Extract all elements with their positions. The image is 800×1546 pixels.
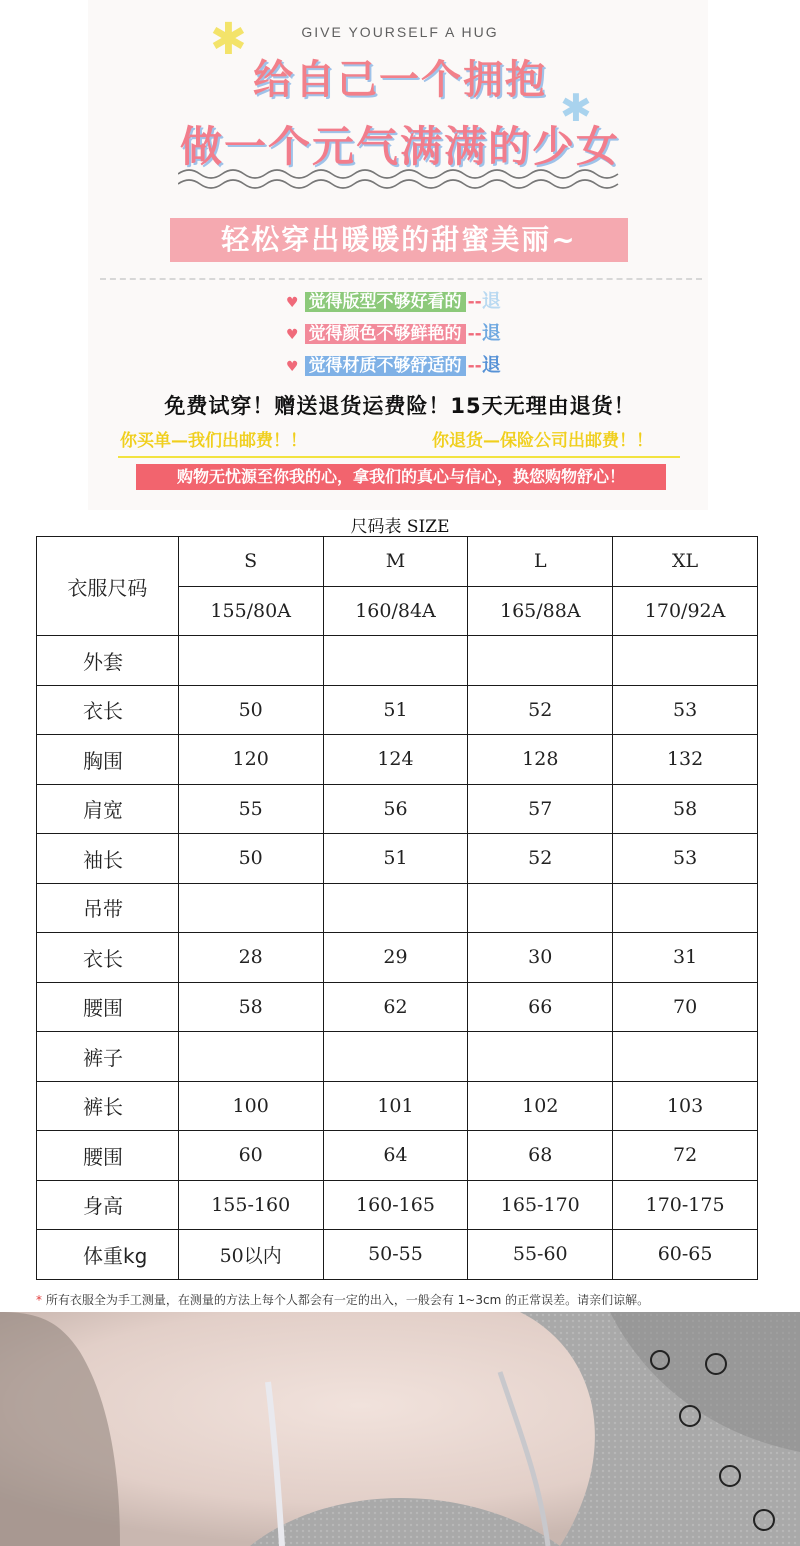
size-label: XL [613,537,758,587]
table-cell: 51 [323,834,468,884]
table-cell [613,1032,758,1082]
table-cell: 50以内 [178,1230,323,1280]
table-cell: 56 [323,784,468,834]
table-cell: 70 [613,982,758,1032]
table-cell [323,883,468,933]
table-cell: 50 [178,685,323,735]
table-cell: 64 [323,1131,468,1181]
product-photo [0,1312,800,1546]
table-cell [323,1032,468,1082]
subheadline-pill: 轻松穿出暖暖的甜蜜美丽~ [170,218,628,262]
table-cell: 52 [468,685,613,735]
blue-star-icon: ✱ [560,86,592,130]
table-cell: 60 [178,1131,323,1181]
table-row [37,1032,758,1082]
row-label: 胸围 [37,735,179,785]
table-cell: 66 [468,982,613,1032]
row-label: 裤长 [37,1081,179,1131]
row-label: 外套 [37,636,179,686]
note-text: 所有衣服全为手工测量，在测量的方法上每个人都会有一定的出入，一般会有 1~3cm 的正常误差。请亲们谅解。 [45,1293,650,1307]
table-cell: 58 [613,784,758,834]
photo-illustration [0,1312,800,1546]
row-label: 身高 [37,1180,179,1230]
table-row [37,685,758,735]
shipping-note-return: 你退货—保险公司出邮费！！ [432,431,653,451]
row-label: 衣长 [37,933,179,983]
table-cell: 170-175 [613,1180,758,1230]
reason-text: 觉得版型不够好看的 [305,292,466,312]
table-cell: 102 [468,1081,613,1131]
table-cell: 132 [613,735,758,785]
row-label: 体重kg [37,1230,179,1280]
yellow-star-icon: ✱ [210,14,247,65]
table-cell: 50-55 [323,1230,468,1280]
row-label: 腰围 [37,1131,179,1181]
table-cell: 62 [323,982,468,1032]
table-cell: 53 [613,834,758,884]
return-reason-color: ♥ 觉得颜色不够鲜艳的 --退 [286,322,501,344]
free-trial-promise: 免费试穿！赠送退货运费险！15天无理由退货！ [164,394,636,418]
table-cell: 72 [613,1131,758,1181]
table-cell [468,1032,613,1082]
table-cell: 101 [323,1081,468,1131]
measurement-note [36,1291,796,1308]
size-table-body [37,636,758,1280]
reason-text: 觉得颜色不够鲜艳的 [305,324,466,344]
table-cell: 155-160 [178,1180,323,1230]
row-label: 腰围 [37,982,179,1032]
table-row [37,982,758,1032]
table-cell [323,636,468,686]
table-cell: 128 [468,735,613,785]
table-row [37,933,758,983]
table-cell [613,883,758,933]
reason-action: 退 [481,354,501,376]
dotted-divider [100,278,702,280]
note-mark: * [36,1293,42,1307]
table-row [37,636,758,686]
table-cell: 68 [468,1131,613,1181]
table-row [37,735,758,785]
table-cell [178,883,323,933]
table-row [37,834,758,884]
size-label: S [178,537,323,587]
heart-icon: ♥ [286,295,299,311]
headline-girl: 做一个元气满满的少女 [179,122,620,171]
shipping-note-buy: 你买单—我们出邮费！！ [120,431,307,451]
size-label: L [468,537,613,587]
table-cell: 120 [178,735,323,785]
table-cell: 53 [613,685,758,735]
reason-text: 觉得材质不够舒适的 [305,356,466,376]
table-cell: 55-60 [468,1230,613,1280]
table-row [37,1131,758,1181]
table-cell: 30 [468,933,613,983]
table-cell: 103 [613,1081,758,1131]
english-tagline: GIVE YOURSELF A HUG [301,24,499,40]
size-spec: 165/88A [468,586,613,636]
table-cell: 28 [178,933,323,983]
table-cell: 52 [468,834,613,884]
table-cell: 160-165 [323,1180,468,1230]
table-cell [468,883,613,933]
row-label: 裤子 [37,1032,179,1082]
heart-icon: ♥ [286,359,299,375]
table-cell: 51 [323,685,468,735]
size-label: M [323,537,468,587]
table-row [37,1081,758,1131]
heart-icon: ♥ [286,327,299,343]
reason-action: 退 [481,290,501,312]
table-cell: 31 [613,933,758,983]
size-header-row [37,537,758,587]
size-spec: 155/80A [178,586,323,636]
size-table-title: 尺码表 SIZE [350,517,450,537]
table-row [37,784,758,834]
return-reason-fit: ♥ 觉得版型不够好看的 --退 [286,290,501,312]
reassurance-pill: 购物无忧源至你我的心，拿我们的真心与信心，换您购物舒心！ [136,464,666,490]
row-label: 衣长 [37,685,179,735]
size-spec: 160/84A [323,586,468,636]
table-cell: 50 [178,834,323,884]
table-row [37,883,758,933]
wave-divider [178,166,622,192]
table-cell [178,1032,323,1082]
table-cell: 55 [178,784,323,834]
corner-label: 衣服尺码 [37,537,179,636]
row-label: 吊带 [37,883,179,933]
table-row [37,1180,758,1230]
table-cell: 57 [468,784,613,834]
table-cell [468,636,613,686]
row-label: 肩宽 [37,784,179,834]
size-table [36,536,758,1280]
size-spec: 170/92A [613,586,758,636]
table-row [37,1230,758,1280]
headline-hug: 给自己一个拥抱 [253,57,547,103]
table-cell: 124 [323,735,468,785]
table-cell [613,636,758,686]
table-cell: 60-65 [613,1230,758,1280]
reason-action: 退 [481,322,501,344]
return-reason-material: ♥ 觉得材质不够舒适的 --退 [286,354,501,376]
promo-banner [0,0,800,510]
table-cell: 29 [323,933,468,983]
row-label: 袖长 [37,834,179,884]
table-cell [178,636,323,686]
table-cell: 165-170 [468,1180,613,1230]
table-cell: 100 [178,1081,323,1131]
table-cell: 58 [178,982,323,1032]
